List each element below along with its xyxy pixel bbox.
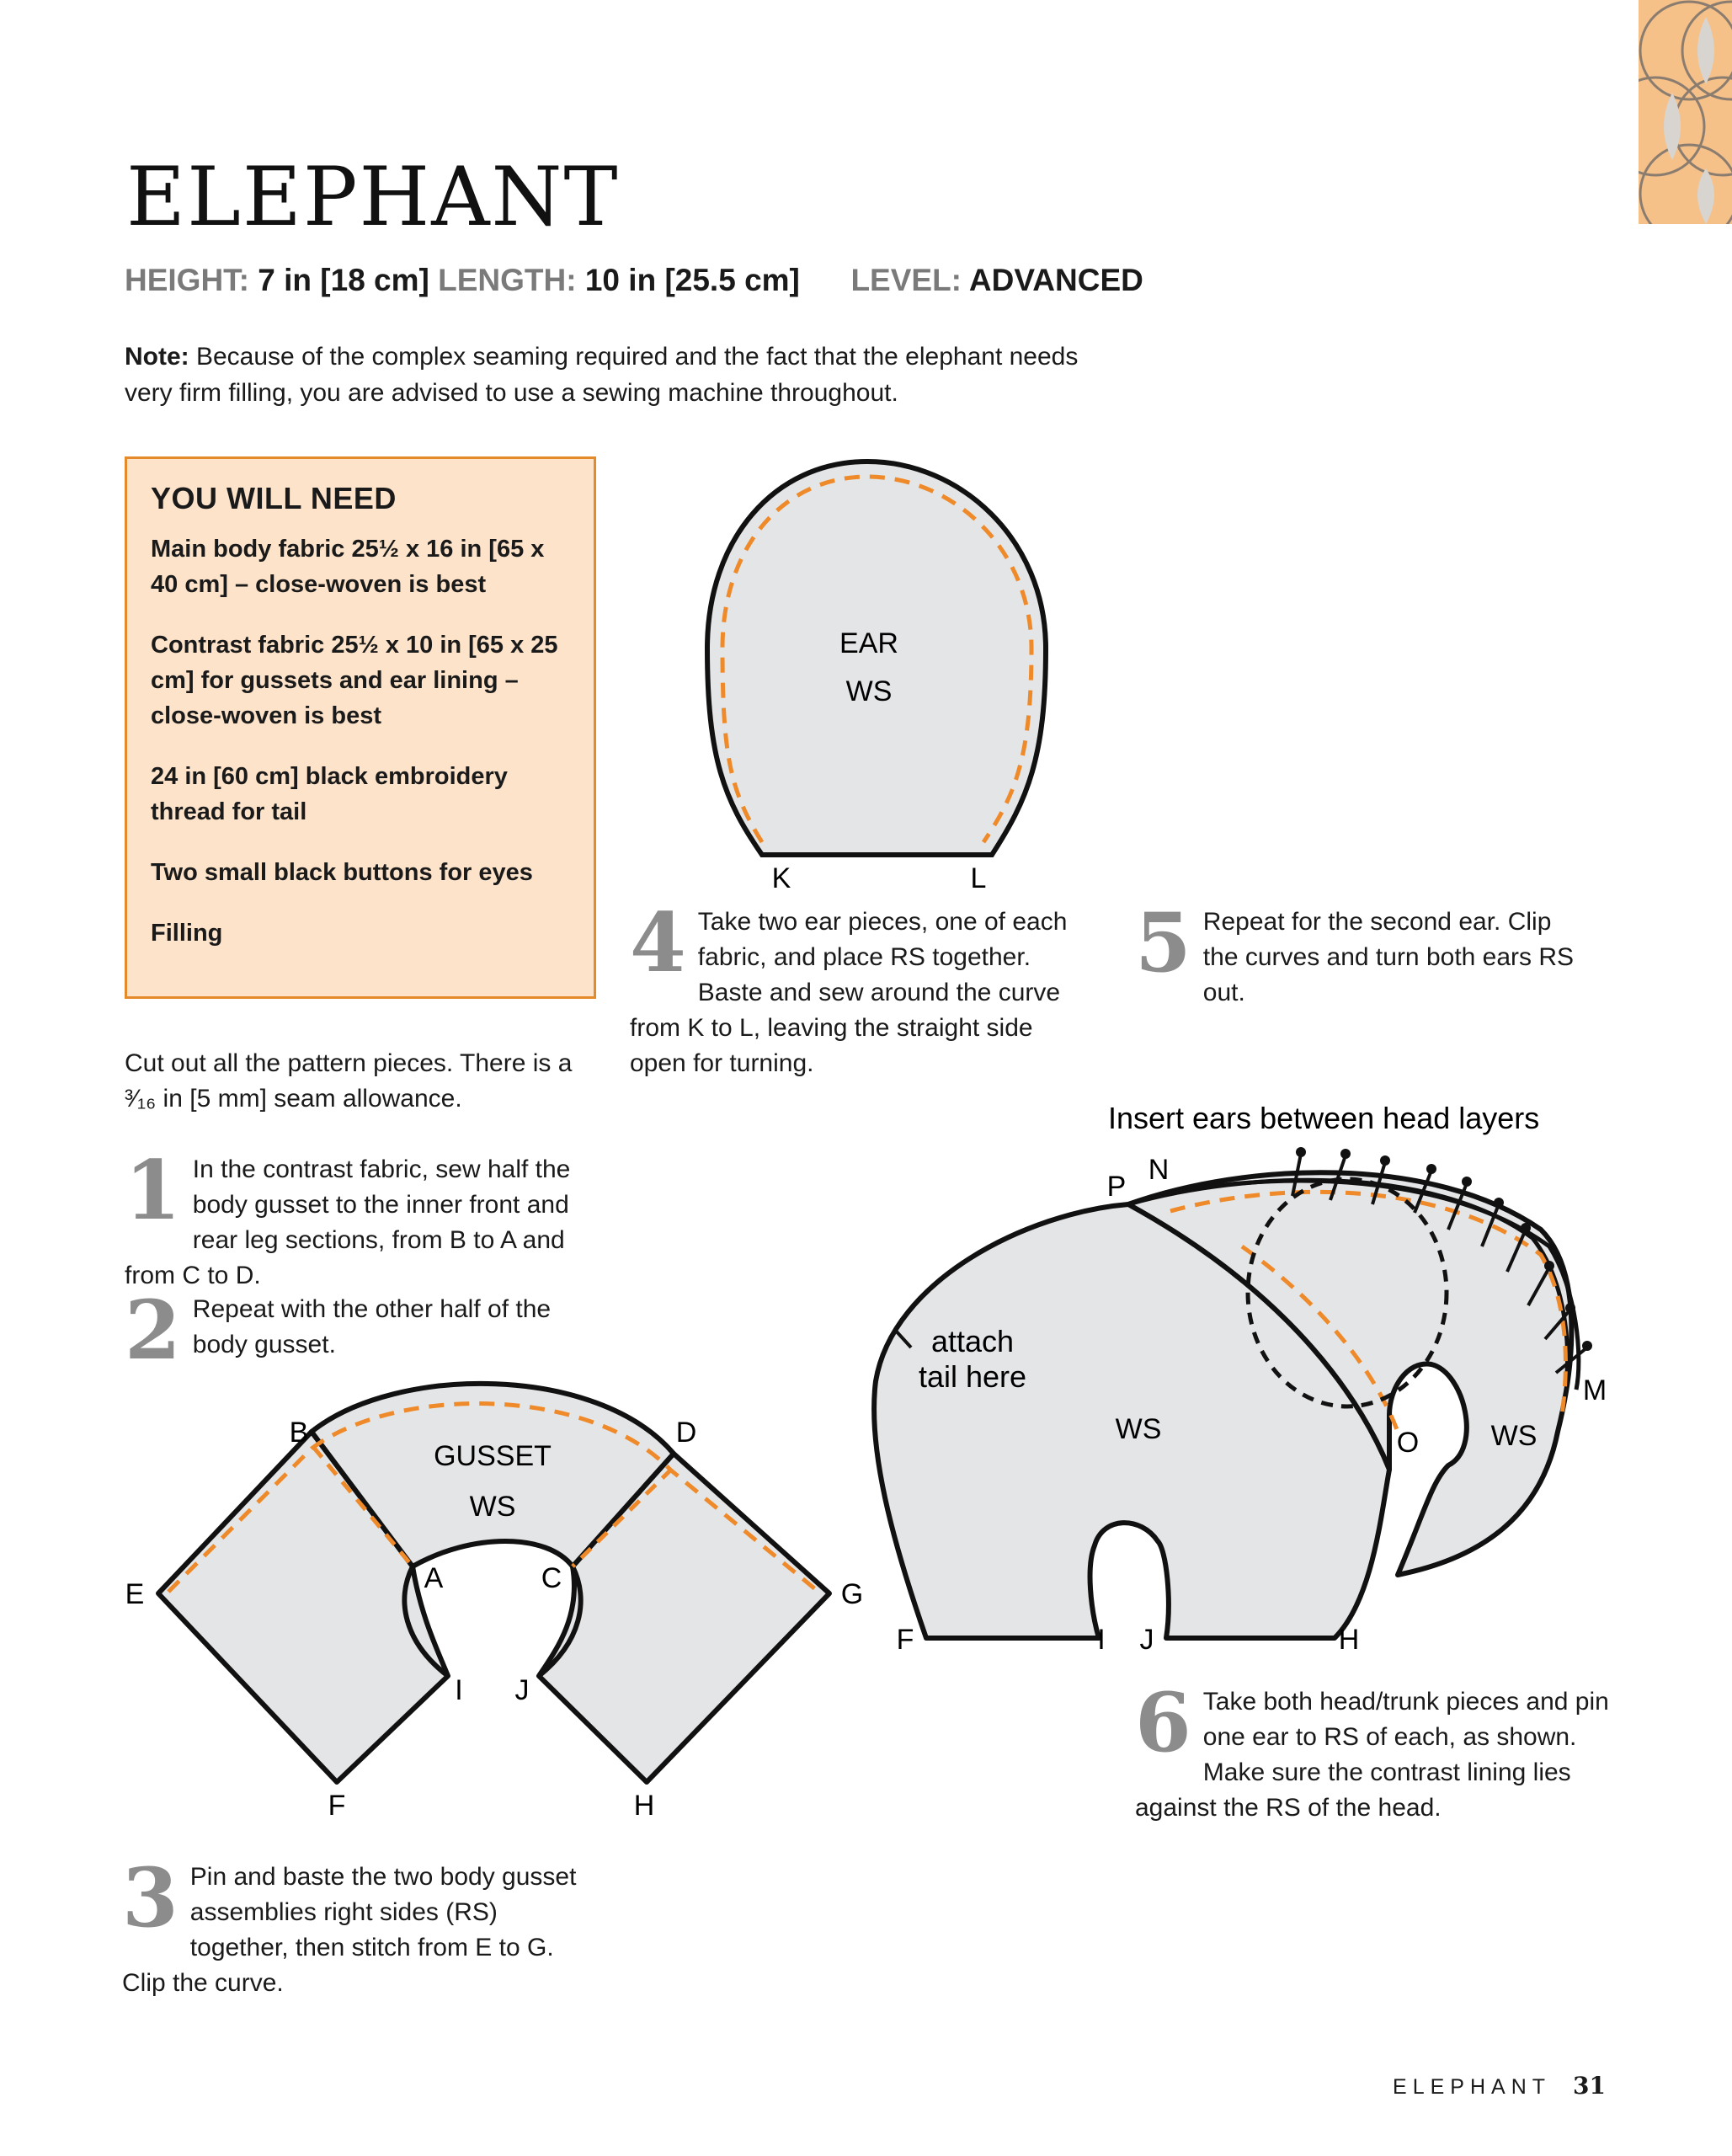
level-label: LEVEL: — [850, 263, 962, 297]
height-label: HEIGHT: — [125, 263, 249, 297]
body-point-h: H — [1338, 1624, 1360, 1656]
need-item: Main body fabric 25½ x 16 in [65 x 40 cm] – close-woven is best — [151, 536, 545, 598]
body-point-n: N — [1148, 1154, 1170, 1186]
step-number: 3 — [122, 1850, 179, 1945]
gusset-point-f: F — [328, 1790, 346, 1822]
note-text: Because of the complex seaming required and the fact that the elephant needs very firm filling, you are advised to use a sewing machine throughout. — [125, 343, 1079, 407]
ear-point-l: L — [970, 862, 987, 894]
attach-tail-label: attach — [930, 1324, 1015, 1358]
trunk-ws-label: WS — [1490, 1420, 1537, 1452]
attach-tail-label-2: tail here — [918, 1359, 1027, 1394]
step-number: 1 — [125, 1143, 181, 1238]
step-text: Take two ear pieces, one of each fabric, and place RS together. Baste and sew around the curve from K to L, leaving the straight side open for turning. — [630, 908, 1068, 1077]
body-point-j: J — [1139, 1624, 1154, 1656]
ear-ws-label: WS — [845, 675, 893, 707]
body-caption: Insert ears between head layers — [1108, 1101, 1540, 1135]
gusset-point-a: A — [424, 1562, 444, 1594]
gusset-diagram — [125, 1141, 864, 1822]
page-footer — [1393, 2072, 1606, 2100]
step-number: 4 — [630, 895, 686, 990]
body-point-p: P — [1106, 1171, 1127, 1203]
step-text: In the contrast fabric, sew half the body gusset to the inner front and rear leg sections, from B to A and from C to D. — [125, 1155, 571, 1289]
gusset-point-d: D — [675, 1417, 697, 1449]
step-text: Repeat with the other half of the body gusset. — [192, 1295, 552, 1358]
step-number: 5 — [1135, 895, 1191, 990]
cut-out-instructions: Cut out all the pattern pieces. There is a ³⁄₁₆ in [5 mm] seam allowance. — [125, 1049, 573, 1113]
level-value: ADVANCED — [968, 263, 1143, 297]
step-number: 6 — [1135, 1675, 1191, 1770]
step-number: 2 — [125, 1283, 181, 1378]
step-text: Repeat for the second ear. Clip the curves and turn both ears RS out. — [1202, 908, 1575, 1006]
gusset-point-e: E — [125, 1578, 145, 1610]
length-value: 10 in [25.5 cm] — [584, 263, 800, 297]
need-item: Two small black buttons for eyes — [151, 859, 533, 886]
body-diagram — [874, 1101, 1607, 1656]
body-point-i: I — [1097, 1624, 1106, 1656]
gusset-point-c: C — [541, 1562, 562, 1594]
gusset-point-j: J — [514, 1674, 530, 1706]
ear-diagram — [707, 462, 1046, 894]
gusset-ws-label: WS — [469, 1491, 516, 1523]
page-number: 31 — [1573, 2072, 1606, 2100]
need-item: Filling — [151, 920, 223, 947]
gusset-point-h: H — [633, 1790, 655, 1822]
length-label: LENGTH: — [438, 263, 577, 297]
page-title: ELEPHANT — [126, 150, 620, 244]
step-text: Pin and baste the two body gusset assemblies right sides (RS) together, then stitch from E to G. Clip the curve. — [122, 1863, 577, 1997]
need-item: Contrast fabric 25½ x 10 in [65 x 25 cm] for gussets and ear lining – close-woven is best — [151, 632, 558, 729]
gusset-point-b: B — [289, 1417, 309, 1449]
body-point-f: F — [896, 1624, 914, 1656]
height-value: 7 in [18 cm] — [258, 263, 429, 297]
body-point-m: M — [1582, 1374, 1607, 1406]
step-text: Take both head/trunk pieces and pin one ear to RS of each, as shown. Make sure the contrast lining lies against the RS of the head. — [1135, 1688, 1609, 1822]
footer-section: ELEPHANT — [1393, 2075, 1552, 2099]
gusset-point-i: I — [455, 1674, 463, 1706]
ear-label: EAR — [839, 627, 898, 659]
body-point-o: O — [1396, 1427, 1420, 1459]
gusset-point-g: G — [840, 1578, 864, 1610]
note-label: Note: — [125, 343, 189, 371]
ear-point-k: K — [771, 862, 791, 894]
need-item: 24 in [60 cm] black embroidery thread for tail — [151, 763, 508, 825]
gusset-label: GUSSET — [434, 1440, 552, 1472]
body-ws-label: WS — [1115, 1413, 1162, 1445]
you-will-need-heading: YOU WILL NEED — [151, 481, 397, 515]
